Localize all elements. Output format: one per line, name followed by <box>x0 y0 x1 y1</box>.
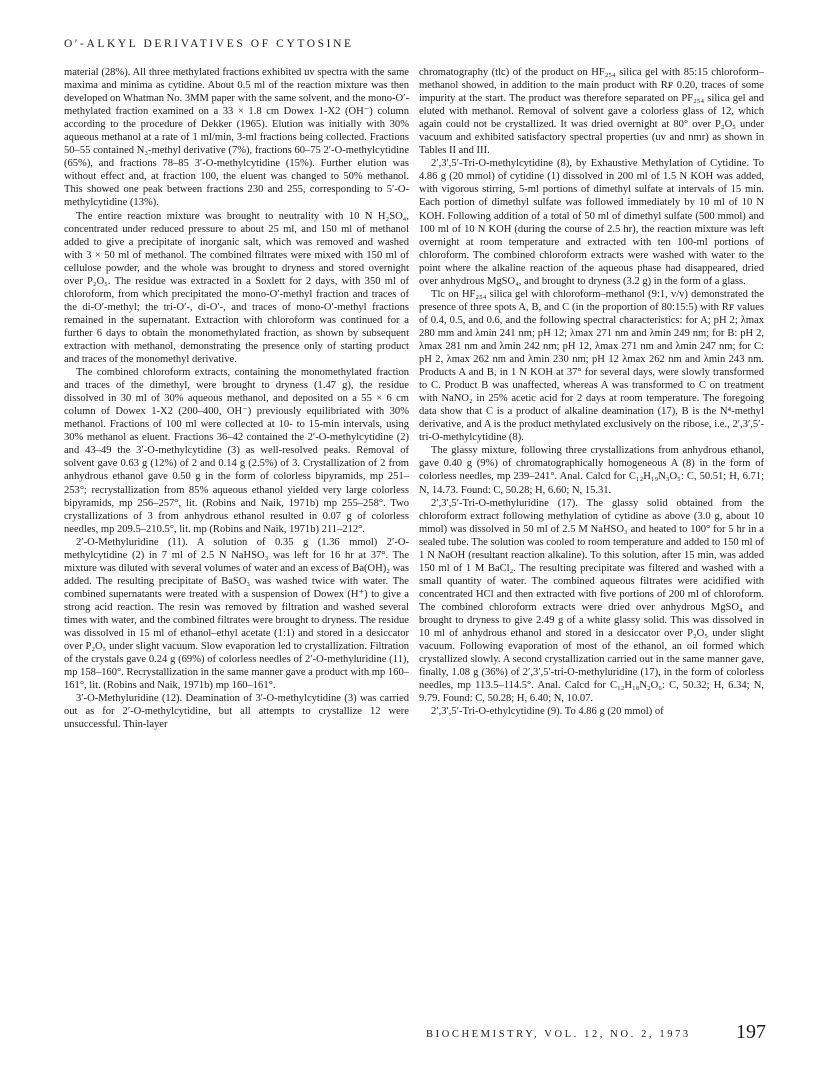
paragraph: The entire reaction mixture was brought to neutrality with 10 N H₂SO₄, concentrated under reduced pressure to about 25 ml, and 150 ml of methanol added to give a precipitate of inorganic salt, which was removed and washed with 3 × 50 ml of methanol. The combined filtrates were mixed with 150 ml of cellulose powder, and the whole was brought to dryness and stored overnight over P₂O₅. The residue was extracted in a Soxlett for 2 days, with 350 ml of chloroform, from which precipitated the mono-O′-methyl fraction and traces of the di-O′-methyl; the tri-O′-, di-O′-, and traces of mono-O′-methyl fractions remained in the supernatant. Extraction with chloroform was continued for a further 6 days to obtain the monomethylated fraction, as shown by subsequent extraction with methanol, demonstrating the presence only of starting product and traces of the monomethyl derivative. <box>64 210 409 366</box>
paragraph: chromatography (tlc) of the product on HF₂₅₄ silica gel with 85:15 chloroform–methanol showed, in addition to the main product with Rꜰ 0.20, traces of some impurity at the start. The product was therefore separated on PF₂₅₄ silica gel and eluted with methanol. Removal of solvent gave a colorless glass of 12, which again could not be crystallized. It was dried overnight at 80° over P₂O₅ under vacuum and exhibited satisfactory spectral properties (uv and nmr) as shown in Tables II and III. <box>419 67 764 157</box>
page-number: 197 <box>736 1021 766 1043</box>
page-footer <box>426 1021 766 1043</box>
paragraph: 2′,3′,5′-Tri-O-methylcytidine (8), by Exhaustive Methylation of Cytidine. To 4.86 g (20 mmol) of cytidine (1) dissolved in 200 ml of 1.5 N KOH was added, with vigorous stirring, 5-ml portions of dimethyl sulfate at intervals of 15 min. Each portion of dimethyl sulfate was followed immediately by 10 ml of 10 N KOH. Following addition of a total of 50 ml of dimethyl sulfate (500 mmol) and 100 ml of 10 N KOH (during the course of 2.5 hr), the reaction mixture was left overnight at room temperature and extracted with ten 100-ml portions of chloroform. The combined chloroform extracts were washed with water to the point where the alkaline reaction of the aqueous phase had disappeared, dried over anhydrous MgSO₄, and brought to dryness (3.2 g) in the form of a glass. <box>419 158 764 287</box>
paragraph: The combined chloroform extracts, containing the monomethylated fraction and traces of the dimethyl, were brought to dryness (1.47 g), the residue dissolved in 30 ml of 30% aqueous methanol, and deposited on a 55 × 6 cm column of Dowex 1-X2 (200–400, OH⁻) previously equilibriated with 30% methanol. Fractions of 100 ml were collected at 10- to 15-min intervals, using 30% methanol as eluent. Fractions 36–42 contained the 2′-O-methylcytidine (2) and 43–49 the 3′-O-methylcytidine (3) as well-resolved peaks. Removal of solvent gave 0.63 g (12%) of 2 and 0.14 g (2.5%) of 3. Crystallization of 2 from anhydrous ethanol gave 0.50 g in the form of colorless bipyramids, mp 251–253°; recrystallization from 85% aqueous ethanol yielded very large colorless bipyramids, mp 256–257°, lit. (Robins and Naik, 1971b) mp 255–258°. Two crystallizations of 3 from anhydrous ethanol resulted in 0.07 g of colorless needles, mp 209.5–210.5°, lit. mp (Robins and Naik, 1971b) 211–212°. <box>64 367 409 535</box>
paragraph: The glassy mixture, following three crystallizations from anhydrous ethanol, gave 0.40 g (9%) of chromatographically homogeneous A (8) in the form of colorless needles, mp 239–241°. Anal. Calcd for C₁₂H₁₉N₃O₅: C, 50.51; H, 6.71; N, 14.73. Found: C, 50.28; H, 6.60; N, 15.31. <box>419 445 764 496</box>
paragraph: 2′,3′,5′-Tri-O-methyluridine (17). The glassy solid obtained from the chloroform extract following methylation of cytidine as above (3.0 g, about 10 mmol) was dissolved in 50 ml of 2.5 M NaHSO₃ and heated to 100° for 5 hr in a sealed tube. The solution was cooled to room temperature and added to 150 ml of 1 N NaOH (resultant reaction alkaline). To this solution, after 15 min, was added 150 ml of 1 M BaCl₂. The resulting precipitate was filtered and washed with a small quantity of water. The combined aqueous filtrates were acidified with concentrated HCl and then extracted with five portions of 200 ml of chloroform. The combined chloroform extracts were dried over anhydrous MgSO₄ and brought to dryness to give 2.49 g of a white glassy solid. This was dissolved in 10 ml of anhydrous ethanol and stored in a desiccator over P₂O₅ under slight vacuum. Following evaporation of most of the ethanol, an oil formed which crystallized slowly. A second crystallization carried out in the same manner gave, finally, 1.08 g (36%) of 2′,3′,5′-tri-O-methyluridine (17), in the form of colorless needles, mp 113.5–114.5°. Anal. Calcd for C₁₂H₁₈N₂O₆: C, 50.32; H, 6.34; N, 9.79. Found: C, 50.28; H, 6.40; N, 10.07. <box>419 497 764 705</box>
journal-citation: BIOCHEMISTRY, VOL. 12, NO. 2, 1973 <box>426 1029 691 1040</box>
running-title: O′-ALKYL DERIVATIVES OF CYTOSINE <box>64 38 354 50</box>
paragraph: 2′-O-Methyluridine (11). A solution of 0.35 g (1.36 mmol) 2′-O-methylcytidine (2) in 7 ml of 2.5 N NaHSO₃ was left for 16 hr at 37°. The mixture was diluted with several volumes of water and an excess of Ba(OH)₂ was added. The resulting precipitate of BaSO₃ was washed twice with water. The combined supernatants were treated with a suspension of Dowex (H⁺) to give a strong acid reaction. The resin was removed by filtration and washed several times with water, and the combined filtrates were brought to dryness. The residue was dissolved in 15 ml of ethanol–ethyl acetate (1:1) and stored in a desiccator over P₂O₅ under slight vacuum. Slow evaporation led to crystallization. Filtration of the crystals gave 0.24 g (69%) of colorless needles of 2′-O-methyluridine (11), mp 158–160°. Recrystallization in the same manner gave a product with mp 160–161°, lit. (Robins and Naik, 1971b) mp 160–161°. <box>64 536 409 692</box>
right-column <box>419 66 764 718</box>
paragraph: 3′-O-Methyluridine (12). Deamination of 3′-O-methylcytidine (3) was carried out as for 2′-O-methylcytidine, but all attempts to crystallize 12 were unsuccessful. Thin-layer <box>64 693 409 731</box>
paragraph: material (28%). All three methylated fractions exhibited uv spectra with the same maxima and minima as cytidine. About 0.5 ml of the reaction mixture was then developed on Whatman No. 3MM paper with the same solvent, and the mono-O′-methylated fraction examined on a 33 × 1.8 cm Dowex 1-X2 (OH⁻) column according to the procedure of Dekker (1965). Elution was initially with 30% aqueous methanol at a rate of 1 ml/min, 3-ml fractions being collected. Fractions 50–55 contained N₃-methyl derivative (7%), fractions 60–75 2′-O-methylcytidine (65%), and fractions 78–85 3′-O-methylcytidine (15%). Further elution was without effect and, at fraction 100, the eluent was changed to 50% methanol. This showed one peak between fractions 230 and 255, corresponding to 5′-O-methylcytidine (13%). <box>64 67 409 209</box>
paragraph: 2′,3′,5′-Tri-O-ethylcytidine (9). To 4.86 g (20 mmol) of <box>431 706 664 718</box>
left-column <box>64 66 409 731</box>
paragraph: Tlc on HF₂₅₄ silica gel with chloroform–methanol (9:1, v/v) demonstrated the presence of three spots A, B, and C (in the proportion of 80:15:5) with Rꜰ values of 0.4, 0.5, and 0.6, and the following spectral characteristics: for A; pH 2; λmax 280 mm and λmin 241 nm; pH 12; λmax 271 nm and λmin 249 nm; for B: pH 2, λmax 281 nm and λmin 242 nm; pH 12, λmax 271 nm and λmin 247 nm; for C: pH 2, λmax 262 nm and λmin 230 nm; pH 12 λmax 262 nm and λmin 243 nm. Products A and B, in 1 N KOH at 37° for several days, were slowly transformed to C. Product B was unaffected, whereas A was transformed to C on treatment with NaNO₂ in 25% acetic acid for 2 days at room temperature. The foregoing data show that C is a product of alkaline deamination (17), B is the N⁴-methyl derivative, and A is the product methylated exclusively on the ribose, i.e., 2′,3′,5′-tri-O-methylcytidine (8). <box>419 288 764 444</box>
